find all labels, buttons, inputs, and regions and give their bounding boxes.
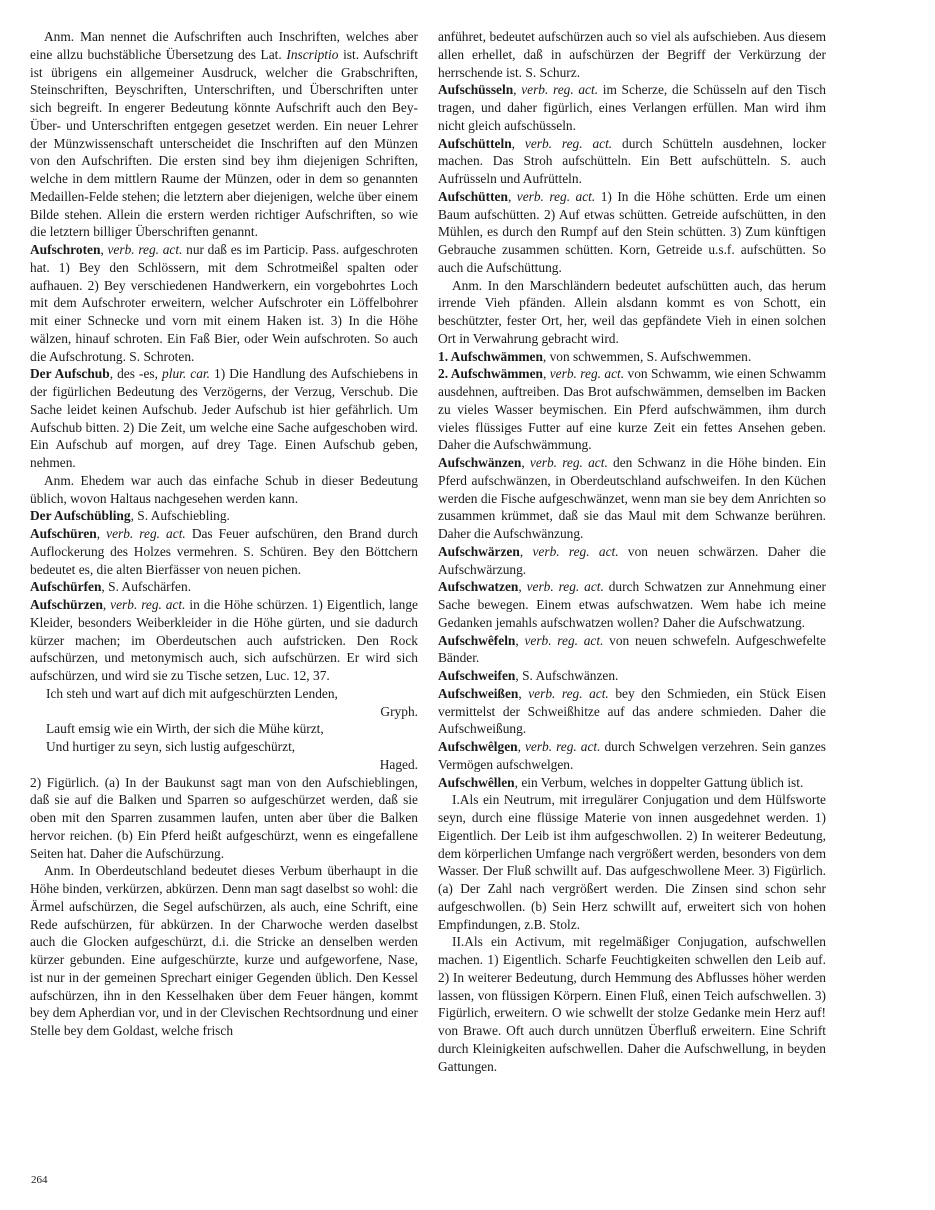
verse-line: Ich steh und wart auf dich mit aufgeschürzten Lenden, [46,685,338,701]
headword: Aufschüsseln [438,82,514,98]
entry-aufschwaemmen-1: 1. Aufschwämmen, von schwemmen, S. Aufschwemmen. [438,348,752,364]
headword: Aufschwänzen [438,455,522,470]
entry-aufschueren: Aufschüren, verb. reg. act. Das Feuer aufschüren, den Brand durch Auflockerung des Holzes vermehren. S. Schüren. Bey den Böttchern bedeutet es, die alten Bierfässer von neuen pichen. [30,526,418,577]
entry-aufschuerzen-anm: Anm. In Oberdeutschland bedeutet dieses Verbum überhaupt in die Höhe binden, verkürzen, abkürzen. Denn man sagt daselbst so wohl: die Ärmel aufschürzen, die Segel aufschürzen, als auch, eine Schrift, eine Rede aufschürzen, für abkürzen. In der Charwoche werden daselbst auch die Glocken aufgeschürzt, d.i. die Stricke an denselben werden kürzer gebunden. Eine aufgeschürzte, kurze und aufgeworfene, Nase, ist nur in der gemeinen Sprechart einiger Gegenden üblich. Den Kessel aufschürzen, ihn in den Kesselhaken über dem Feuer hängen, kommt bey dem Apherdian vor, und in der Clevischen Rechtsordnung und einer Stelle bey dem Goldast, welche frisch [30,863,418,1038]
entry-aufschwellen: Aufschwêllen, ein Verbum, welches in doppelter Gattung üblich ist. [438,774,804,790]
entry-aufschwatzen: Aufschwatzen, verb. reg. act. durch Schwatzen zur Annehmung einer Sache bewegen. Einem etwas aufschwatzen. Wem habe ich meine Gedanken jemahls aufschwatzen wollen? Daher die Aufschwatzung. [438,579,826,630]
headword: Aufschwärzen [438,543,520,559]
entry-aufschuetten: Aufschütten, verb. reg. act. 1) In die Höhe schütten. Erde um einen Baum aufschütten. 2) Auf etwas schütten. Getreide aufschütten, in den Mühlen, es durch den Rumpf auf den Stein schütten. 3) Zum künftigen Gebrauche zusammen schütten. Korn, Getreide u.s.f. aufschütten. So auch die Aufschüttung. [438,188,826,275]
entry-aufschroten: Aufschroten, verb. reg. act. nur daß es im Particip. Pass. aufgeschroten hat. 1) Bey den Schlössern, mit dem Schrotmeißel spalten oder aufhauen. 2) Bey verschiedenen Handwerkern, ein vorgebohrtes Loch mit dem Aufschroter erweitern, welcher Aufschroter ein Löffelbohrer mit einer Schnecke und vorn mit einem Haken ist. 3) In die Höhe wälzen, hinauf schroten. Ein Faß Bier, oder Wein aufschroten. So auch die Aufschrotung. S. Schroten. [30,242,418,364]
headword: Der Aufschübling [30,508,131,524]
entry-aufschuebling: Der Aufschübling, S. Aufschiebling. [30,508,230,524]
entry-anm-aufschrift: Anm. Man nennet die Aufschriften auch Inschriften, welches aber eine allzu buchstäbliche Übersetzung des Lat. Inscriptio ist. Aufschrift ist übrigens ein allgemeiner Ausdruck, welcher die Grabschriften, Steinschriften, Beyschriften, Unterschriften, und Überschriften unter sich begreift. In engerer Bedeutung könnte Aufschrift auch den Bey- Über- und Unterschriften entgegen gesetzet werden. Ein neuer Lehrer der Münzwissenschaft unterscheidet die Inschriften auf den Münzen von den Aufschriften. Die ersten sind bey ihm diejenigen Schriften, welche in dem mittlern Raume der Münzen, oder in dem so genannten Medaillen-Felde stehen; die letztern aber diejenigen, welche über einem Bilde stehen. Allein die erstern werden richtiger Aufschriften, so wie die letztern billiger Überschriften genannt. [30,29,418,240]
headword: Aufschwêfeln [438,632,516,648]
headword: Aufschürfen [30,579,102,595]
headword: Aufschweißen [438,685,519,701]
headword: Aufschwêlgen [438,739,518,754]
headword: Aufschürzen [30,597,103,612]
page-number: 264 [31,1174,48,1186]
right-column [438,28,826,1075]
left-column [30,28,418,1040]
headword: Der Aufschub [30,366,110,382]
entry-aufschwefeln: Aufschwêfeln, verb. reg. act. von neuen schwefeln. Aufgeschwefelte Bänder. [438,632,826,666]
entry-aufschub-anm: Anm. Ehedem war auch das einfache Schub in dieser Bedeutung üblich, wovon Haltaus nachgesehen werden kann. [30,472,418,506]
entry-aufschuerzen-continued: anführet, bedeutet aufschürzen auch so viel als aufschieben. Aus diesem allen erhellet, daß in aufschürzen der Begriff der Verkürzung der herrschende ist. S. Schurz. [438,29,826,80]
entry-aufschuetten-anm: Anm. In den Marschländern bedeutet aufschütten auch, das herum irrende Vieh pfänden. Allein alsdann kommt es von Schott, ein beschützter, fester Ort, her, weil das gepfändete Vieh in einen solchen Ort in Verwahrung gebracht wird. [438,277,826,346]
entry-aufschuetteln: Aufschütteln, verb. reg. act. durch Schütteln ausdehnen, locker machen. Das Stroh aufschütteln. Ein Bett aufschütteln. S. auch Aufrüsseln und Aufrütteln. [438,135,827,186]
entry-aufschub: Der Aufschub, des -es, plur. car. 1) Die Handlung des Aufschiebens in der figürlichen Bedeutung des Verzögerns, der Verzug, Verschub. Die Sache leidet keinen Aufschub. Jeder Aufschub ist hier gefährlich. Um Aufschub bitten. 2) Die Zeit, um welche eine Sache aufgeschoben wird. Ein Aufschub auf morgen, auf drey Tage. Einen Aufschub geben, nehmen. [30,366,419,470]
headword: Aufschwêllen [438,774,515,790]
headword: Aufschwatzen [438,579,519,595]
headword: 2. Aufschwämmen [438,366,543,382]
headword: Aufschütteln [438,135,512,151]
entry-aufschwaenzen: Aufschwänzen, verb. reg. act. den Schwanz in die Höhe binden. Ein Pferd aufschwänzen, in Oberdeutschland aufschweifen. In den Küchen werden die Fische aufgeschwänzet, wenn man sie bey dem Anrichten so zusammen krümmet, daß sie das Maul mit dem Schwanze berühren. Daher die Aufschwänzung. [438,455,826,541]
headword: Aufschweifen [438,668,516,683]
entry-aufschwaerzen: Aufschwärzen, verb. reg. act. von neuen schwärzen. Daher die Aufschwärzung. [438,543,827,577]
headword: 1. Aufschwämmen [438,348,543,364]
headword: Aufschütten [438,188,508,204]
headword: Aufschüren [30,526,97,541]
entry-aufschuerfen: Aufschürfen, S. Aufschärfen. [30,579,192,595]
entry-aufschwaemmen-2: 2. Aufschwämmen, verb. reg. act. von Schwamm, wie einen Schwamm ausdehnen, auftreiben. Das Brot aufschwämmen, demselben im Backen zu vieles Wasser beymischen. Ein Pferd aufschwämmen, ihm durch vieles flüssiges Futter auf eine kurze Zeit ein fettes Ansehen geben. Daher die Aufschwämmung. [438,366,826,453]
entry-aufschweissen: Aufschweißen, verb. reg. act. bey den Schmieden, ein Stück Eisen vermittelst der Schweißhitze auf das andere schmieden. Daher die Aufschweißung. [438,685,826,737]
verse-line: Und hurtiger zu seyn, sich lustig aufgeschürzt, [46,739,296,754]
entry-aufschuerzen-figurative: 2) Figürlich. (a) In der Baukunst sagt man von den Aufschieblingen, daß sie auf die Balken und Sparren so aufgeschürzet werden, daß sie oben mit den Sparren zusammen laufen, unten aber über die Balken hervor reichen. (b) Ein Pferd heißt aufgeschürzt, wenn es eingefallene Seiten hat. Daher die Aufschürzung. [30,774,418,861]
entry-aufschuesseln: Aufschüsseln, verb. reg. act. im Scherze, die Schüsseln auf den Tisch tragen, und daher figürlich, eines Verlangen erfüllen. Man wird ihm nicht gleich aufschüsseln. [438,82,826,133]
verse-source: Haged. [379,756,418,772]
headword: Aufschroten [30,242,101,257]
entry-aufschwelgen: Aufschwêlgen, verb. reg. act. durch Schwelgen verzehren. Sein ganzes Vermögen aufschwelgen. [438,739,826,772]
entry-aufschweifen: Aufschweifen, S. Aufschwänzen. [438,668,619,683]
entry-aufschwellen-activum: II.Als ein Activum, mit regelmäßiger Conjugation, aufschwellen machen. 1) Eigentlich. Scharfe Feuchtigkeiten schwellen den Leib auf. 2) In weiterer Bedeutung, durch Hemmung des Abflusses höher werden lassen, von flüssigen Körpern. Einen Fluß, einen Teich aufschwellen. 3) Figürlich, erweitern. O wie schwellt der stolze Gedanke mein Herz auf! von Brawe. Oft auch durch unnützen Überfluß erweitern. Eine Schrift durch Kleinigkeiten aufschwellen. Daher die Aufschwellung, in beyden Gattungen. [438,934,826,1074]
entry-aufschwellen-neutrum: I.Als ein Neutrum, mit irregulärer Conjugation und dem Hülfsworte seyn, durch eine flüssige Materie von innen ausgedehnet werden. 1) Eigentlich. Der Leib ist ihm aufgeschwollen. 2) In weiterer Bedeutung, dem körperlichen Umfange nach vergrößert werden, besonders von dem Wasser. Der Fluß schwillt auf. Das aufgeschwollene Meer. 3) Figürlich. (a) Der Zahl nach vergrößert werden. Die Zinsen sind schon sehr aufgeschwollen. (b) Sein Herz schwillt auf, erweitert sich von hohen Empfindungen, z.B. Stolz. [438,792,826,932]
entry-aufschuerzen: Aufschürzen, verb. reg. act. in die Höhe schürzen. 1) Eigentlich, lange Kleider, besonders Weiberkleider in die Höhe gürten, und sie dadurch kürzer machen; im Oberdeutschen auch aufstricken. Den Rock aufschürzen, und metonymisch auch, sich aufschürzen. Er wird sich aufschürzen, und wird sie zu Tische setzen, Luc. 12, 37. [30,597,419,683]
verse-line: Lauft emsig wie ein Wirth, der sich die Mühe kürzt, [46,721,324,737]
verse-source: Gryph. [380,703,418,719]
